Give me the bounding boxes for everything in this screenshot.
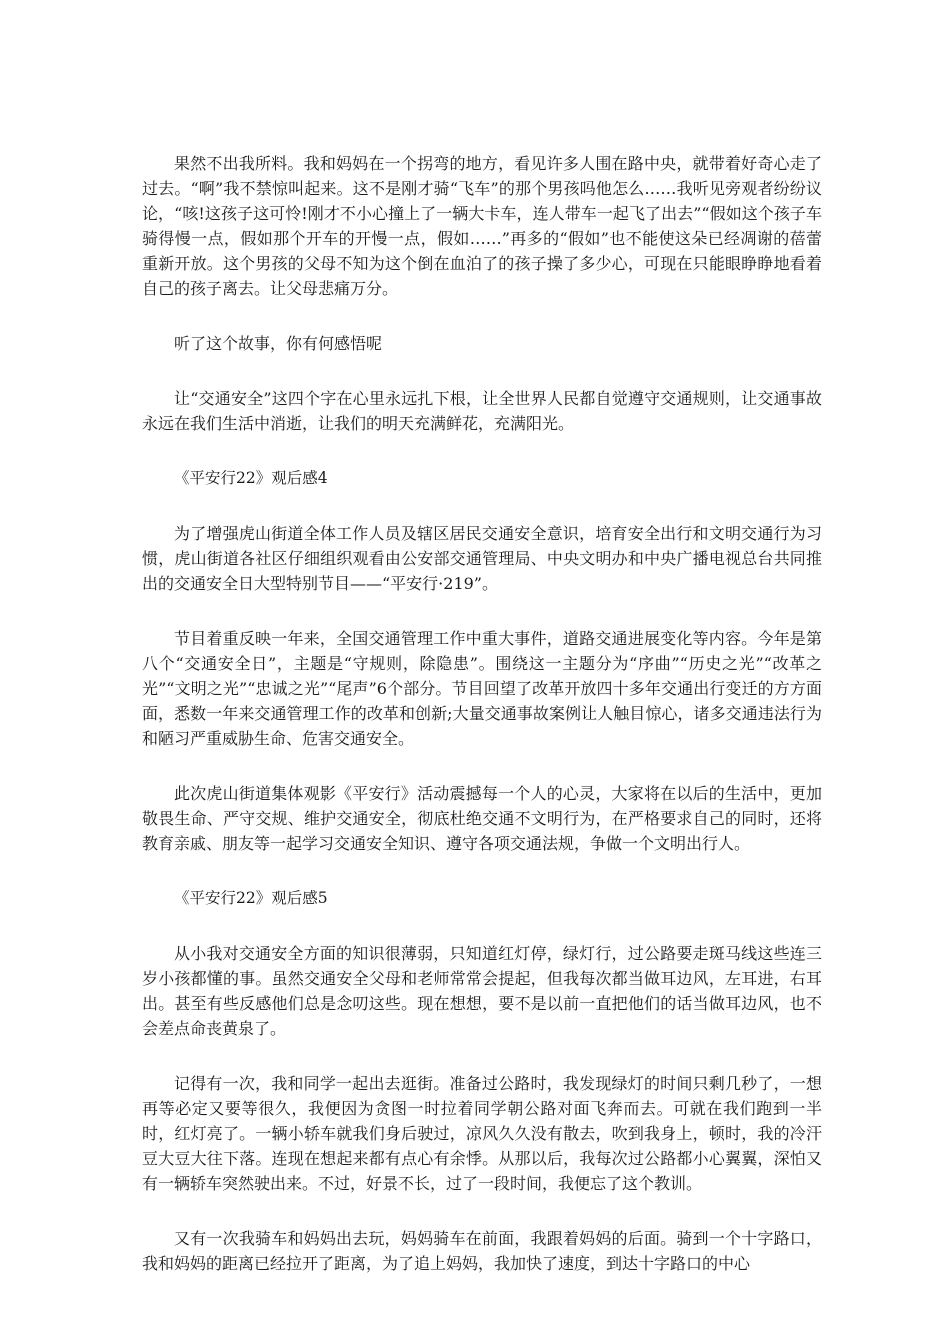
paragraph-bike-ride: 又有一次我骑车和妈妈出去玩，妈妈骑车在前面，我跟着妈妈的后面。骑到一个十字路口，我和妈妈的距离已经拉开了距离，为了追上妈妈，我加快了速度，到达十字路口的中心 — [142, 1229, 822, 1273]
paragraph-crossing-memory: 记得有一次，我和同学一起出去逛街。准备过公路时，我发现绿灯的时间只剩几秒了，一想再等必定又要等很久，我便因为贪图一时拉着同学朝公路对面飞奔而去。可就在我们跑到一半时，红灯亮了。一辆小轿车就我们身后驶过，凉风久久没有散去，吹到我身上，顿时，我的冷汗豆大豆大往下落。连现在想起来都有点心有余悸。从那以后，我每次过公路都小心翼翼，深怕又有一辆轿车突然驶出来。不过，好景不长，过了一段时间，我便忘了这个教训。 — [142, 1074, 822, 1193]
document-body — [142, 151, 822, 1306]
paragraph-hushan-intro: 为了增强虎山街道全体工作人员及辖区居民交通安全意识，培育安全出行和文明交通行为习惯，虎山街道各社区仔细组织观看由公安部交通管理局、中央文明办和中央广播电视总台共同推出的交通安全日大型特别节目——“平安行·219”。 — [142, 524, 822, 593]
paragraph-safety-wish: 让“交通安全”这四个字在心里永远扎下根，让全世界人民都自觉遵守交通规则，让交通事故永远在我们生活中消逝，让我们的明天充满鲜花，充满阳光。 — [142, 389, 822, 433]
section-heading-5: 《平安行22》观后感5 — [174, 889, 328, 907]
paragraph-reflection-question: 听了这个故事，你有何感悟呢 — [174, 334, 383, 353]
paragraph-program-content: 节目着重反映一年来，全国交通管理工作中重大事件，道路交通进展变化等内容。今年是第八个“交通安全日”，主题是“守规则，除隐患”。围绕这一主题分为“序曲”“历史之光”“改革之光”“文明之光”“忠诚之光”“尾声”6个部分。节目回望了改革开放四十多年交通出行变迁的方方面面，悉数一年来交通管理工作的改革和创新;大量交通事故案例让人触目惊心，诸多交通违法行为和陋习严重威胁生命、危害交通安全。 — [142, 629, 822, 748]
paragraph-story-ending: 果然不出我所料。我和妈妈在一个拐弯的地方，看见许多人围在路中央，就带着好奇心走了过去。“啊”我不禁惊叫起来。这不是刚才骑“飞车”的那个男孩吗他怎么……我听见旁观者纷纷议论，“咳!这孩子这可怜!刚才不小心撞上了一辆大卡车，连人带车一起飞了出去”“假如这个孩子车骑得慢一点，假如那个开车的开慢一点，假如……”再多的“假如”也不能使这朵已经凋谢的蓓蕾重新开放。这个男孩的父母不知为这个倒在血泊了的孩子操了多少心，可现在只能眼睁睁地看着自己的孩子离去。让父母悲痛万分。 — [142, 154, 822, 298]
paragraph-viewing-impact: 此次虎山街道集体观影《平安行》活动震撼每一个人的心灵，大家将在以后的生活中，更加敬畏生命、严守交规、维护交通安全，彻底杜绝交通不文明行为，在严格要求自己的同时，还将教育亲戚、朋友等一起学习交通安全知识、遵守各项交通法规，争做一个文明出行人。 — [142, 784, 822, 853]
section-heading-4: 《平安行22》观后感4 — [174, 469, 328, 487]
paragraph-childhood-knowledge: 从小我对交通安全方面的知识很薄弱，只知道红灯停，绿灯行，过公路要走斑马线这些连三岁小孩都懂的事。虽然交通安全父母和老师常常会提起，但我每次都当做耳边风，左耳进，右耳出。甚至有些反感他们总是念叨这些。现在想想，要不是以前一直把他们的话当做耳边风，也不会差点命丧黄泉了。 — [142, 944, 822, 1038]
